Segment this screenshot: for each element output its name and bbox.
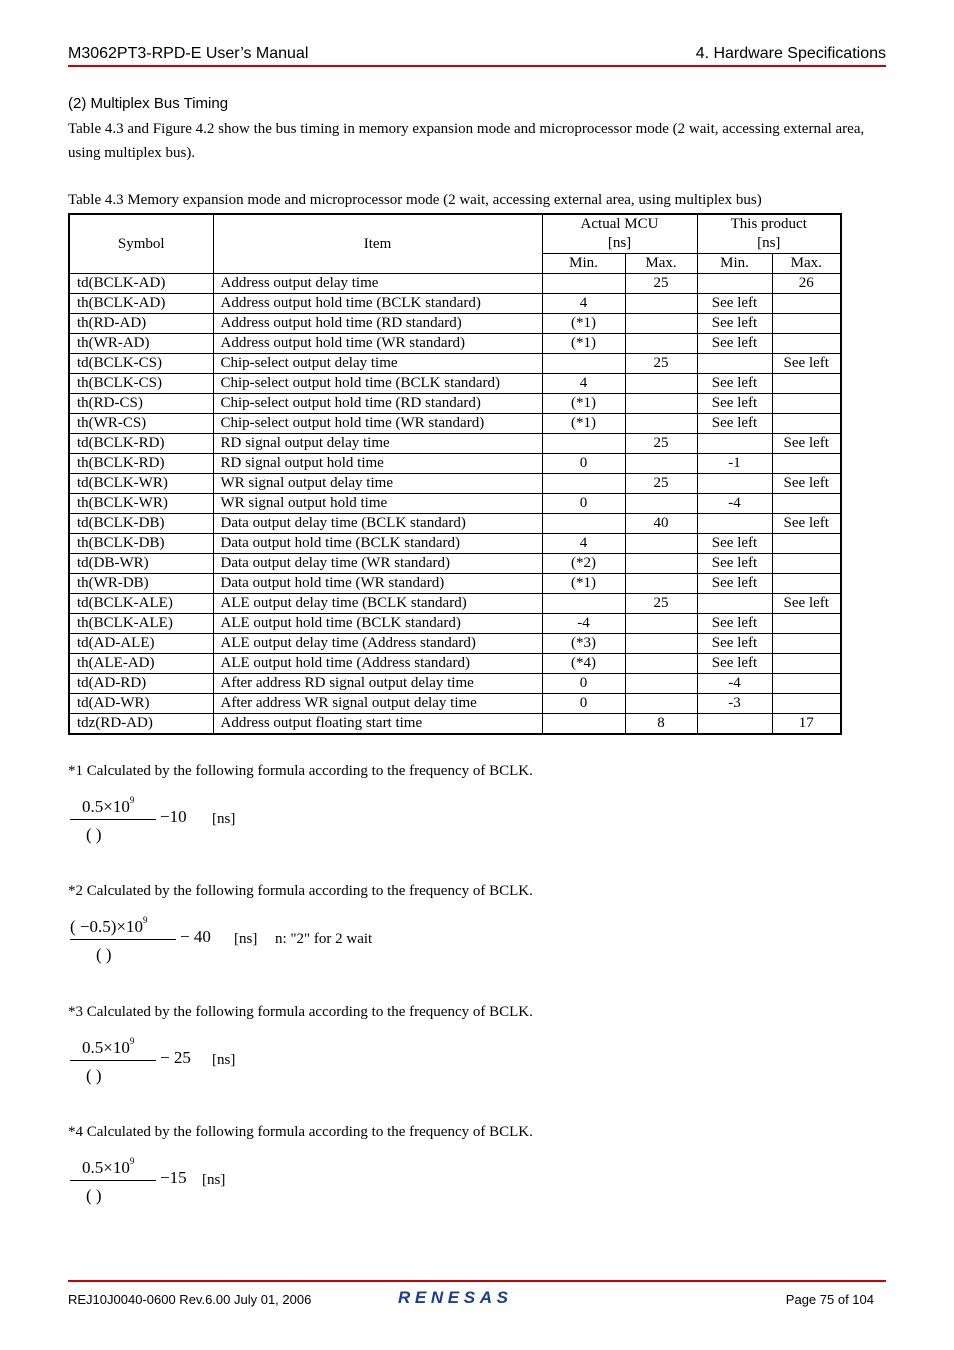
cell-product-max: See left: [772, 434, 841, 454]
cell-mcu-max: [625, 654, 697, 674]
formula-numerator-text: 0.5×10: [82, 1158, 130, 1177]
cell-symbol: th(BCLK-CS): [69, 374, 213, 394]
table-row: [69, 654, 841, 674]
cell-product-min: [697, 594, 772, 614]
cell-mcu-min: -4: [542, 614, 625, 634]
bus-timing-table: [68, 213, 842, 735]
cell-mcu-min: [542, 594, 625, 614]
cell-item: RD signal output delay time: [213, 434, 542, 454]
cell-item: After address WR signal output delay time: [213, 694, 542, 714]
cell-product-min: [697, 274, 772, 294]
cell-mcu-max: 25: [625, 594, 697, 614]
cell-mcu-min: 0: [542, 454, 625, 474]
cell-mcu-min: 0: [542, 674, 625, 694]
cell-product-max: [772, 414, 841, 434]
cell-item: Chip-select output hold time (RD standard): [213, 394, 542, 414]
footer-rule: [68, 1280, 886, 1282]
cell-mcu-max: [625, 534, 697, 554]
table-row: [69, 314, 841, 334]
cell-mcu-min: [542, 434, 625, 454]
header-actual-mcu: [542, 214, 697, 254]
cell-mcu-max: [625, 574, 697, 594]
cell-item: WR signal output delay time: [213, 474, 542, 494]
header-item: Item: [213, 214, 542, 274]
cell-product-max: [772, 334, 841, 354]
cell-item: Address output delay time: [213, 274, 542, 294]
table-body: [69, 274, 841, 735]
table-row: [69, 694, 841, 714]
formula-unit: [ns]: [234, 931, 258, 947]
cell-mcu-max: 40: [625, 514, 697, 534]
note-text: *2 Calculated by the following formula according to the frequency of BCLK.: [68, 883, 533, 899]
cell-item: Data output hold time (WR standard): [213, 574, 542, 594]
cell-product-max: [772, 494, 841, 514]
cell-product-min: [697, 514, 772, 534]
cell-mcu-max: 25: [625, 474, 697, 494]
formula-numerator: [82, 795, 134, 817]
table-row: [69, 574, 841, 594]
table-header-row: [69, 214, 841, 254]
cell-mcu-min: [542, 514, 625, 534]
cell-product-min: See left: [697, 394, 772, 414]
cell-mcu-min: 0: [542, 694, 625, 714]
cell-mcu-min: (*1): [542, 394, 625, 414]
cell-mcu-max: [625, 674, 697, 694]
cell-symbol: td(AD-RD): [69, 674, 213, 694]
cell-product-max: [772, 554, 841, 574]
cell-item: Address output hold time (BCLK standard): [213, 294, 542, 314]
cell-product-max: See left: [772, 474, 841, 494]
cell-product-max: See left: [772, 354, 841, 374]
table-row: [69, 714, 841, 735]
cell-item: WR signal output hold time: [213, 494, 542, 514]
header-this-product-unit: [ns]: [757, 235, 781, 251]
cell-item: Data output delay time (BCLK standard): [213, 514, 542, 534]
renesas-logo: [398, 1287, 510, 1307]
cell-product-max: See left: [772, 594, 841, 614]
cell-mcu-min: (*3): [542, 634, 625, 654]
cell-product-max: [772, 314, 841, 334]
header-symbol: Symbol: [69, 214, 213, 274]
formula-unit: [ns]: [212, 1052, 236, 1068]
header-rule: [68, 65, 886, 67]
cell-mcu-min: [542, 274, 625, 294]
manual-title: M3062PT3-RPD-E User’s Manual: [68, 45, 309, 62]
cell-symbol: th(ALE-AD): [69, 654, 213, 674]
cell-item: Chip-select output hold time (WR standard): [213, 414, 542, 434]
cell-product-max: [772, 674, 841, 694]
header-mcu-min: Min.: [542, 254, 625, 274]
cell-symbol: th(BCLK-RD): [69, 454, 213, 474]
formula-exponent: 9: [129, 1156, 135, 1166]
cell-item: Chip-select output delay time: [213, 354, 542, 374]
table-row: [69, 594, 841, 614]
formula-offset: −10: [160, 807, 187, 826]
formula-note: n: "2" for 2 wait: [275, 931, 373, 947]
fraction-bar: [70, 939, 176, 940]
cell-product-min: [697, 474, 772, 494]
formula-numerator-text: 0.5×10: [82, 1038, 130, 1057]
formula-numerator: [82, 1036, 134, 1058]
table-row: [69, 334, 841, 354]
header-mcu-max: Max.: [625, 254, 697, 274]
cell-symbol: th(WR-DB): [69, 574, 213, 594]
cell-product-max: [772, 694, 841, 714]
cell-product-min: -4: [697, 494, 772, 514]
cell-mcu-min: (*1): [542, 574, 625, 594]
cell-mcu-max: [625, 334, 697, 354]
cell-symbol: td(BCLK-ALE): [69, 594, 213, 614]
cell-product-min: See left: [697, 314, 772, 334]
formula-exponent: 9: [129, 795, 135, 805]
note-text: *1 Calculated by the following formula according to the frequency of BCLK.: [68, 763, 533, 779]
cell-mcu-max: [625, 614, 697, 634]
chapter-title: 4. Hardware Specifications: [695, 45, 886, 62]
cell-product-min: See left: [697, 554, 772, 574]
cell-product-max: [772, 454, 841, 474]
cell-symbol: tdz(RD-AD): [69, 714, 213, 735]
cell-symbol: th(BCLK-DB): [69, 534, 213, 554]
cell-symbol: td(AD-ALE): [69, 634, 213, 654]
table-row: [69, 374, 841, 394]
table-row: [69, 454, 841, 474]
cell-product-min: See left: [697, 614, 772, 634]
cell-mcu-min: (*1): [542, 334, 625, 354]
cell-product-min: See left: [697, 634, 772, 654]
cell-symbol: th(BCLK-AD): [69, 294, 213, 314]
note-text: *4 Calculated by the following formula according to the frequency of BCLK.: [68, 1124, 533, 1140]
fraction-bar: [70, 1180, 156, 1181]
cell-item: ALE output delay time (BCLK standard): [213, 594, 542, 614]
cell-product-min: [697, 434, 772, 454]
cell-item: After address RD signal output delay time: [213, 674, 542, 694]
fraction-bar: [70, 1060, 156, 1061]
renesas-logo-text: RENESAS: [398, 1288, 508, 1307]
cell-mcu-min: (*1): [542, 314, 625, 334]
formula-numerator-text: ( −0.5)×10: [70, 917, 143, 936]
formula-numerator-text: 0.5×10: [82, 797, 130, 816]
formula-denominator: ( ): [86, 1066, 102, 1085]
table-row: [69, 434, 841, 454]
cell-mcu-min: [542, 714, 625, 735]
cell-product-max: 26: [772, 274, 841, 294]
cell-item: RD signal output hold time: [213, 454, 542, 474]
cell-item: Address output hold time (WR standard): [213, 334, 542, 354]
table-row: [69, 494, 841, 514]
cell-symbol: th(RD-AD): [69, 314, 213, 334]
note-text: *3 Calculated by the following formula according to the frequency of BCLK.: [68, 1004, 533, 1020]
header-product-min: Min.: [697, 254, 772, 274]
cell-mcu-max: 8: [625, 714, 697, 735]
cell-product-max: [772, 614, 841, 634]
cell-item: Chip-select output hold time (BCLK standard): [213, 374, 542, 394]
table-row: [69, 294, 841, 314]
cell-product-max: [772, 534, 841, 554]
cell-symbol: td(BCLK-RD): [69, 434, 213, 454]
header-actual-mcu-unit: [ns]: [607, 235, 632, 251]
cell-product-min: See left: [697, 574, 772, 594]
table-row: [69, 474, 841, 494]
cell-symbol: td(BCLK-CS): [69, 354, 213, 374]
cell-symbol: td(AD-WR): [69, 694, 213, 714]
cell-product-max: 17: [772, 714, 841, 735]
cell-symbol: th(WR-AD): [69, 334, 213, 354]
cell-product-min: [697, 714, 772, 735]
cell-item: ALE output hold time (BCLK standard): [213, 614, 542, 634]
table-row: [69, 394, 841, 414]
cell-product-min: See left: [697, 374, 772, 394]
formula-denominator: ( ): [96, 945, 112, 964]
cell-product-min: See left: [697, 294, 772, 314]
formula-exponent: 9: [143, 915, 148, 925]
cell-mcu-min: 4: [542, 294, 625, 314]
cell-mcu-max: [625, 494, 697, 514]
cell-product-max: [772, 574, 841, 594]
section-title: (2) Multiplex Bus Timing: [68, 95, 229, 112]
cell-product-min: See left: [697, 414, 772, 434]
cell-mcu-max: [625, 314, 697, 334]
cell-mcu-max: [625, 454, 697, 474]
cell-mcu-max: 25: [625, 434, 697, 454]
formula-offset: − 25: [160, 1048, 191, 1067]
cell-product-max: See left: [772, 514, 841, 534]
cell-mcu-max: [625, 414, 697, 434]
document-id: REJ10J0040-0600 Rev.6.00 July 01, 2006: [68, 1292, 312, 1307]
header-this-product: [697, 214, 841, 254]
formula-unit: [ns]: [212, 811, 236, 827]
cell-symbol: th(BCLK-ALE): [69, 614, 213, 634]
cell-item: ALE output delay time (Address standard): [213, 634, 542, 654]
table-row: [69, 554, 841, 574]
cell-mcu-min: 4: [542, 374, 625, 394]
cell-product-min: -1: [697, 454, 772, 474]
formula-denominator: ( ): [86, 1186, 102, 1205]
cell-mcu-max: 25: [625, 354, 697, 374]
cell-mcu-min: (*4): [542, 654, 625, 674]
cell-symbol: th(BCLK-WR): [69, 494, 213, 514]
cell-item: Data output delay time (WR standard): [213, 554, 542, 574]
header-product-max: Max.: [772, 254, 841, 274]
header-this-product-label: This product: [730, 216, 807, 232]
table-row: [69, 634, 841, 654]
cell-product-max: [772, 374, 841, 394]
cell-item: ALE output hold time (Address standard): [213, 654, 542, 674]
cell-mcu-max: [625, 374, 697, 394]
cell-product-max: [772, 634, 841, 654]
page-number: Page 75 of 104: [785, 1292, 874, 1307]
cell-mcu-min: [542, 474, 625, 494]
cell-product-min: See left: [697, 654, 772, 674]
formula-numerator: [82, 1156, 134, 1178]
formula-denominator: ( ): [86, 825, 102, 844]
header-actual-mcu-label: Actual MCU: [580, 216, 659, 232]
cell-product-max: [772, 394, 841, 414]
formula-offset: − 40: [180, 927, 211, 946]
cell-symbol: td(BCLK-DB): [69, 514, 213, 534]
cell-product-max: [772, 654, 841, 674]
table-row: [69, 614, 841, 634]
cell-symbol: th(RD-CS): [69, 394, 213, 414]
cell-item: Address output floating start time: [213, 714, 542, 735]
cell-product-max: [772, 294, 841, 314]
table-row: [69, 674, 841, 694]
cell-mcu-max: [625, 554, 697, 574]
cell-product-min: -4: [697, 674, 772, 694]
cell-product-min: See left: [697, 534, 772, 554]
cell-symbol: th(WR-CS): [69, 414, 213, 434]
cell-item: Data output hold time (BCLK standard): [213, 534, 542, 554]
cell-mcu-max: [625, 694, 697, 714]
table-row: [69, 414, 841, 434]
cell-mcu-max: [625, 634, 697, 654]
formula-unit: [ns]: [202, 1172, 226, 1188]
cell-product-min: See left: [697, 334, 772, 354]
formula-exponent: 9: [129, 1036, 135, 1046]
cell-mcu-min: [542, 354, 625, 374]
cell-symbol: td(BCLK-AD): [69, 274, 213, 294]
cell-mcu-min: 4: [542, 534, 625, 554]
cell-product-min: -3: [697, 694, 772, 714]
cell-mcu-min: 0: [542, 494, 625, 514]
cell-item: Address output hold time (RD standard): [213, 314, 542, 334]
table-row: [69, 534, 841, 554]
cell-mcu-max: [625, 294, 697, 314]
table-row: [69, 274, 841, 294]
cell-mcu-max: [625, 394, 697, 414]
table-row: [69, 514, 841, 534]
cell-product-min: [697, 354, 772, 374]
cell-symbol: td(DB-WR): [69, 554, 213, 574]
cell-mcu-min: (*1): [542, 414, 625, 434]
cell-mcu-min: (*2): [542, 554, 625, 574]
intro-paragraph: Table 4.3 and Figure 4.2 show the bus timing in memory expansion mode and microprocessor mode (2 wait, accessing external area, using multiplex bus).: [68, 121, 865, 161]
cell-mcu-max: 25: [625, 274, 697, 294]
formula-offset: −15: [160, 1168, 187, 1187]
fraction-bar: [70, 819, 156, 820]
cell-symbol: td(BCLK-WR): [69, 474, 213, 494]
formula-numerator: [70, 915, 148, 937]
table-row: [69, 354, 841, 374]
table-caption: Table 4.3 Memory expansion mode and microprocessor mode (2 wait, accessing external area, using multiplex bus): [68, 192, 762, 208]
